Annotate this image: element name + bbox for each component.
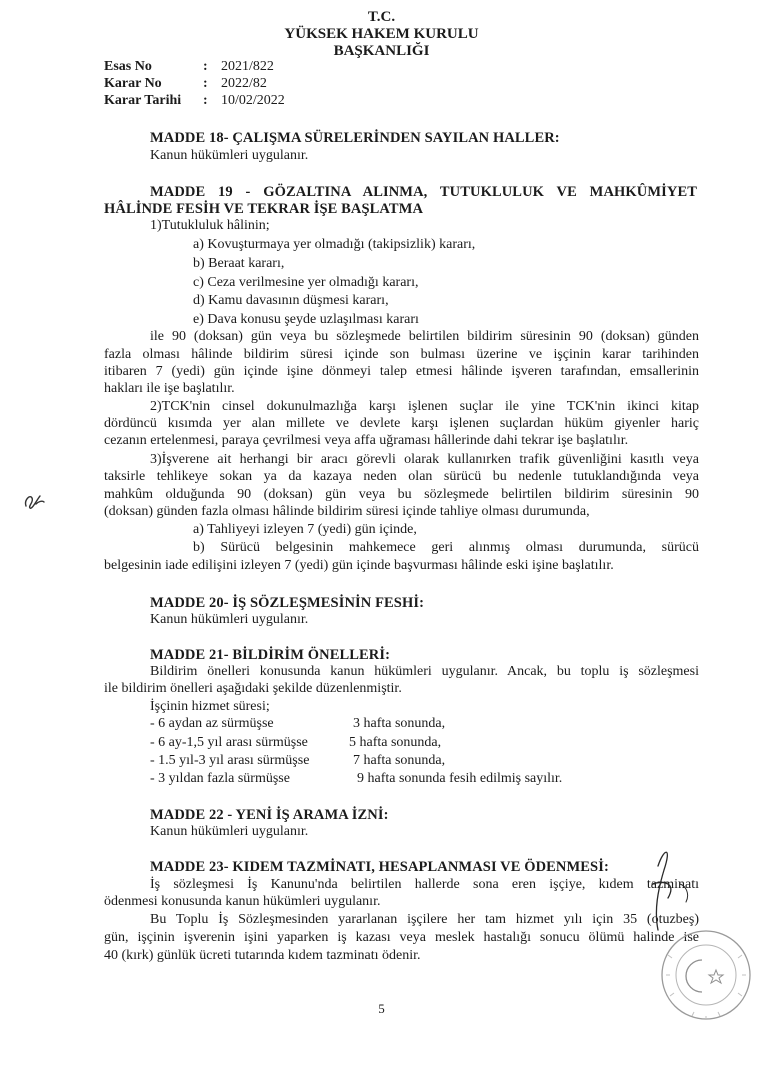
esas-colon: : bbox=[203, 59, 208, 74]
official-stamp-icon bbox=[646, 840, 756, 1040]
esas-label: Esas No bbox=[104, 59, 152, 74]
notice-row-notice: 5 hafta sonunda, bbox=[349, 735, 442, 750]
page-number: 5 bbox=[378, 1001, 385, 1016]
m19-item-b: b) Beraat kararı, bbox=[193, 256, 285, 271]
tarih-label: Karar Tarihi bbox=[104, 93, 182, 108]
m21-p1-line2: ile bildirim önelleri aşağıdaki şekilde düzenlenmiştir. bbox=[104, 681, 402, 696]
karar-label: Karar No bbox=[104, 76, 162, 91]
m18-text: Kanun hükümleri uygulanır. bbox=[150, 148, 309, 163]
m21-p1-line1: Bildirim önelleri konusunda kanun hükümleri uygulanır. Ancak, bu toplu iş sözleşmesi bbox=[150, 664, 699, 679]
m19-p1-line1: ile 90 (doksan) gün veya bu sözleşmede belirtilen bildirim süresinin 90 (doksan) günden bbox=[150, 329, 699, 344]
notice-row-notice: 9 hafta sonunda fesih edilmiş sayılır. bbox=[357, 771, 563, 786]
m21-table-label: İşçinin hizmet süresi; bbox=[150, 699, 270, 714]
m19-item-e: e) Dava konusu şeyde uzlaşılması kararı bbox=[193, 312, 419, 327]
m19-p2-line1: 2)TCK'nin cinsel dokunulmazlığa karşı işlenen suçlar ile yine TCK'nin ikinci kitap bbox=[150, 399, 699, 414]
notice-row-period: - 6 ay-1,5 yıl arası sürmüşse bbox=[150, 735, 308, 750]
m22-text: Kanun hükümleri uygulanır. bbox=[150, 824, 309, 839]
m23-p1-line1: İş sözleşmesi İş Kanunu'nda belirtilen hallerde sona eren işçiye, kıdem tazminatı bbox=[150, 877, 699, 892]
m19-title-line2: HÂLİNDE FESİH VE TEKRAR İŞE BAŞLATMA bbox=[104, 201, 424, 217]
m23-title: MADDE 23- KIDEM TAZMİNATI, HESAPLANMASI VE ÖDENMESİ: bbox=[150, 859, 609, 875]
m23-p2-line3: 40 (kırk) günlük ücreti tutarında kıdem tazminatı ödenir. bbox=[104, 948, 421, 963]
m19-p2-line2: dördüncü kısımda yer alan millete ve devlete karşı işlenen suçlardan hüküm giyenler hariç bbox=[104, 416, 699, 431]
m19-p2-line3: cezanın ertelenmesi, paraya çevrilmesi veya affa uğraması hâllerinde dahi tekrar işe başlatılır. bbox=[104, 433, 629, 448]
notice-row-period: - 3 yıldan fazla sürmüşse bbox=[150, 771, 290, 786]
m19-p3b-line2: belgesinin iade edilişini izleyen 7 (yedi) gün içinde başvurması hâlinde eski işine başlatılır. bbox=[104, 558, 614, 573]
m22-title: MADDE 22 - YENİ İŞ ARAMA İZNİ: bbox=[150, 807, 389, 823]
m19-p1-line2: fazla olması hâlinde bildirim süresi içinde son bulması üzerine ve işçinin karar tarihinden bbox=[104, 347, 699, 362]
m23-p2-line1: Bu Toplu İş Sözleşmesinden yararlanan işçilere her tam hizmet yılı için 35 (otuzbeş) bbox=[150, 912, 699, 927]
m19-p3-line4: (doksan) günden fazla olması hâlinde bildirim süresi içinde tahliye olması durumunda, bbox=[104, 504, 590, 519]
m21-title: MADDE 21- BİLDİRİM ÖNELLERİ: bbox=[150, 647, 391, 663]
m19-p1-line4: hakları ile işe başlatılır. bbox=[104, 381, 235, 396]
m23-p1-line2: ödenmesi konusunda kanun hükümleri uygulanır. bbox=[104, 894, 381, 909]
m19-p3a: a) Tahliyeyi izleyen 7 (yedi) gün içinde, bbox=[193, 522, 417, 537]
m19-item-a: a) Kovuşturmaya yer olmadığı (takipsizlik) kararı, bbox=[193, 237, 476, 252]
m19-p3-line3: mahkûm olduğunda 90 (doksan) gün veya bu sözleşmede belirtilen bildirim süresinin 90 bbox=[104, 487, 699, 502]
m19-p3-line1: 3)İşverene ait herhangi bir aracı görevli olarak kullanırken trafik güvenliğini kasıtlı veya bbox=[150, 452, 699, 467]
notice-row-notice: 7 hafta sonunda, bbox=[353, 753, 446, 768]
karar-colon: : bbox=[203, 76, 208, 91]
m19-title-line1: MADDE 19 - GÖZALTINA ALINMA, TUTUKLULUK VE MAHKÛMİYET bbox=[150, 184, 697, 200]
m19-intro: 1)Tutukluluk hâlinin; bbox=[150, 218, 270, 233]
notice-row-period: - 6 aydan az sürmüşse bbox=[150, 716, 274, 731]
tarih-colon: : bbox=[203, 93, 208, 108]
notice-row-period: - 1.5 yıl-3 yıl arası sürmüşse bbox=[150, 753, 310, 768]
handwritten-initial-icon bbox=[20, 486, 48, 514]
m19-p3-line2: taksirle tehlikeye sokan ya da kazaya neden olan sürücü bu nedenle tutuklandığında veya bbox=[104, 469, 699, 484]
m18-title: MADDE 18- ÇALIŞMA SÜRELERİNDEN SAYILAN HALLER: bbox=[150, 130, 560, 146]
header-institution: YÜKSEK HAKEM KURULU bbox=[284, 26, 479, 42]
m19-p3b-line1: b) Sürücü belgesinin mahkemece geri alınmış olması durumunda, sürücü bbox=[193, 540, 699, 555]
m20-title: MADDE 20- İŞ SÖZLEŞMESİNİN FESHİ: bbox=[150, 595, 425, 611]
header-presidency: BAŞKANLIĞI bbox=[333, 43, 430, 59]
m19-item-d: d) Kamu davasının düşmesi kararı, bbox=[193, 293, 389, 308]
m19-p1-line3: itibaren 7 (yedi) gün içinde işine dönmeyi talep etmesi hâlinde işveren tarafından, emsallerinin bbox=[104, 364, 699, 379]
m19-item-c: c) Ceza verilmesine yer olmadığı kararı, bbox=[193, 275, 419, 290]
esas-value: 2021/822 bbox=[221, 59, 274, 74]
header-tc: T.C. bbox=[367, 9, 396, 25]
tarih-value: 10/02/2022 bbox=[221, 93, 285, 108]
notice-row-notice: 3 hafta sonunda, bbox=[353, 716, 446, 731]
m20-text: Kanun hükümleri uygulanır. bbox=[150, 612, 309, 627]
karar-value: 2022/82 bbox=[221, 76, 267, 91]
m23-p2-line2: gün, işçinin işverenin işini yaparken iş kazası veya meslek hastalığı sonucu ölümü halinde ise bbox=[104, 930, 699, 945]
